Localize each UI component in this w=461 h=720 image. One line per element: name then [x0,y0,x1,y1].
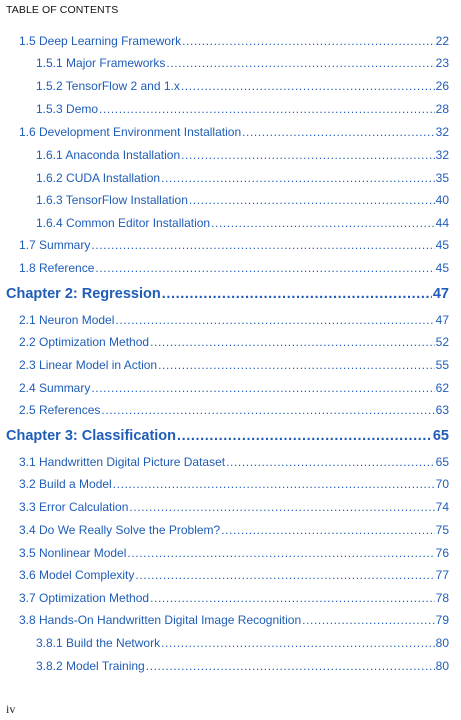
running-header: TABLE OF CONTENTS [6,4,119,16]
toc-entry-title: 1.8 Reference [19,261,95,275]
toc-entry-page: 44 [435,216,449,230]
dot-leader [91,381,434,395]
toc-entry-page: 76 [435,546,449,560]
toc-entry-page: 74 [435,500,449,514]
toc-entry[interactable] [0,54,461,72]
toc-entry[interactable] [0,169,461,187]
toc-entry[interactable] [0,356,461,374]
toc-entry-page: 55 [435,358,449,372]
toc-entry-title: 3.1 Handwritten Digital Picture Dataset [19,455,226,469]
toc-entry[interactable] [0,100,461,118]
dot-leader [158,358,435,372]
toc-entry-title: 1.5.3 Demo [36,102,99,116]
dot-leader [129,500,434,514]
dot-leader [162,286,432,302]
toc-entry-title: 1.5 Deep Learning Framework [19,34,182,48]
toc-entry-page: 26 [435,79,449,93]
toc-entry[interactable] [0,146,461,164]
toc-entry[interactable] [0,214,461,232]
toc-entry-title: Chapter 2: Regression [6,286,161,302]
toc-chapter-entry[interactable] [0,284,461,304]
toc-entry-title: 2.3 Linear Model in Action [19,358,158,372]
toc-entry[interactable] [0,544,461,562]
toc-entry-page: 80 [435,636,449,650]
toc-entry[interactable] [0,634,461,652]
toc-entry-title: 1.7 Summary [19,238,91,252]
toc-entry-page: 22 [435,34,449,48]
toc-entry-title: 1.5.2 TensorFlow 2 and 1.x [36,79,180,93]
toc-entry-page: 52 [435,335,449,349]
toc-entry-title: 1.6.1 Anaconda Installation [36,148,181,162]
toc-entry[interactable] [0,611,461,629]
dot-leader [211,216,435,230]
toc-entry[interactable] [0,475,461,493]
dot-leader [101,403,434,417]
toc-entry[interactable] [0,453,461,471]
toc-entry-title: Chapter 3: Classification [6,428,177,444]
toc-entry-page: 32 [435,125,449,139]
dot-leader [181,148,435,162]
toc-entry[interactable] [0,191,461,209]
dot-leader [181,79,435,93]
dot-leader [115,313,434,327]
dot-leader [226,455,435,469]
toc-entry-title: 3.5 Nonlinear Model [19,546,127,560]
toc-entry[interactable] [0,333,461,351]
toc-entry-title: 1.6.3 TensorFlow Installation [36,193,188,207]
toc-entry-title: 2.5 References [19,403,101,417]
toc-entry-page: 75 [435,523,449,537]
toc-entry-page: 65 [432,428,449,444]
toc-entry[interactable] [0,498,461,516]
dot-leader [135,568,434,582]
toc-entry-page: 32 [435,148,449,162]
toc-entry[interactable] [0,123,461,141]
dot-leader [166,56,434,70]
dot-leader [221,523,434,537]
toc-entry-page: 45 [435,238,449,252]
toc-entry-title: 1.6.4 Common Editor Installation [36,216,211,230]
dot-leader [177,428,432,444]
toc-entry[interactable] [0,401,461,419]
toc-entry-page: 79 [435,613,449,627]
toc-entry-page: 77 [435,568,449,582]
toc-entry-title: 3.7 Optimization Method [19,591,150,605]
toc-entry[interactable] [0,259,461,277]
toc-entry-page: 80 [435,659,449,673]
dot-leader [150,335,435,349]
toc-entry-page: 63 [435,403,449,417]
toc-entry[interactable] [0,589,461,607]
toc-entry[interactable] [0,311,461,329]
toc-entry-title: 3.3 Error Calculation [19,500,129,514]
toc-entry[interactable] [0,236,461,254]
toc-entry[interactable] [0,521,461,539]
toc-entry-title: 1.6.2 CUDA Installation [36,171,161,185]
dot-leader [182,34,435,48]
dot-leader [99,102,435,116]
toc-entry-page: 70 [435,477,449,491]
toc-entry-title: 1.6 Development Environment Installation [19,125,242,139]
toc-entry-page: 62 [435,381,449,395]
dot-leader [95,261,434,275]
dot-leader [242,125,435,139]
page-number-footer: iv [6,702,16,716]
toc-entry-page: 45 [435,261,449,275]
toc-entry-page: 40 [435,193,449,207]
toc-entry-title: 2.4 Summary [19,381,91,395]
toc-entry-page: 65 [435,455,449,469]
toc-entry-title: 3.8.1 Build the Network [36,636,161,650]
toc-entry-title: 3.2 Build a Model [19,477,112,491]
toc-entry-title: 3.8 Hands-On Handwritten Digital Image Recognition [19,613,302,627]
toc-entry-page: 23 [435,56,449,70]
toc-entry[interactable] [0,379,461,397]
dot-leader [150,591,435,605]
toc-entry-title: 2.2 Optimization Method [19,335,150,349]
toc-entry-page: 78 [435,591,449,605]
toc-entry[interactable] [0,32,461,50]
dot-leader [189,193,435,207]
toc-entry[interactable] [0,77,461,95]
toc-entry-title: 2.1 Neuron Model [19,313,115,327]
toc-entry-page: 28 [435,102,449,116]
dot-leader [146,659,435,673]
toc-entry-title: 1.5.1 Major Frameworks [36,56,166,70]
toc-entry-title: 3.6 Model Complexity [19,568,135,582]
toc-chapter-entry[interactable] [0,426,461,446]
dot-leader [91,238,434,252]
dot-leader [127,546,434,560]
toc-entry-page: 47 [435,313,449,327]
dot-leader [113,477,435,491]
dot-leader [161,171,435,185]
toc-entry-title: 3.8.2 Model Training [36,659,145,673]
toc-entry-page: 35 [435,171,449,185]
toc-entry[interactable] [0,566,461,584]
dot-leader [302,613,434,627]
toc-entry-page: 47 [432,286,449,302]
toc-entry-title: 3.4 Do We Really Solve the Problem? [19,523,221,537]
dot-leader [161,636,435,650]
toc-entry[interactable] [0,657,461,675]
